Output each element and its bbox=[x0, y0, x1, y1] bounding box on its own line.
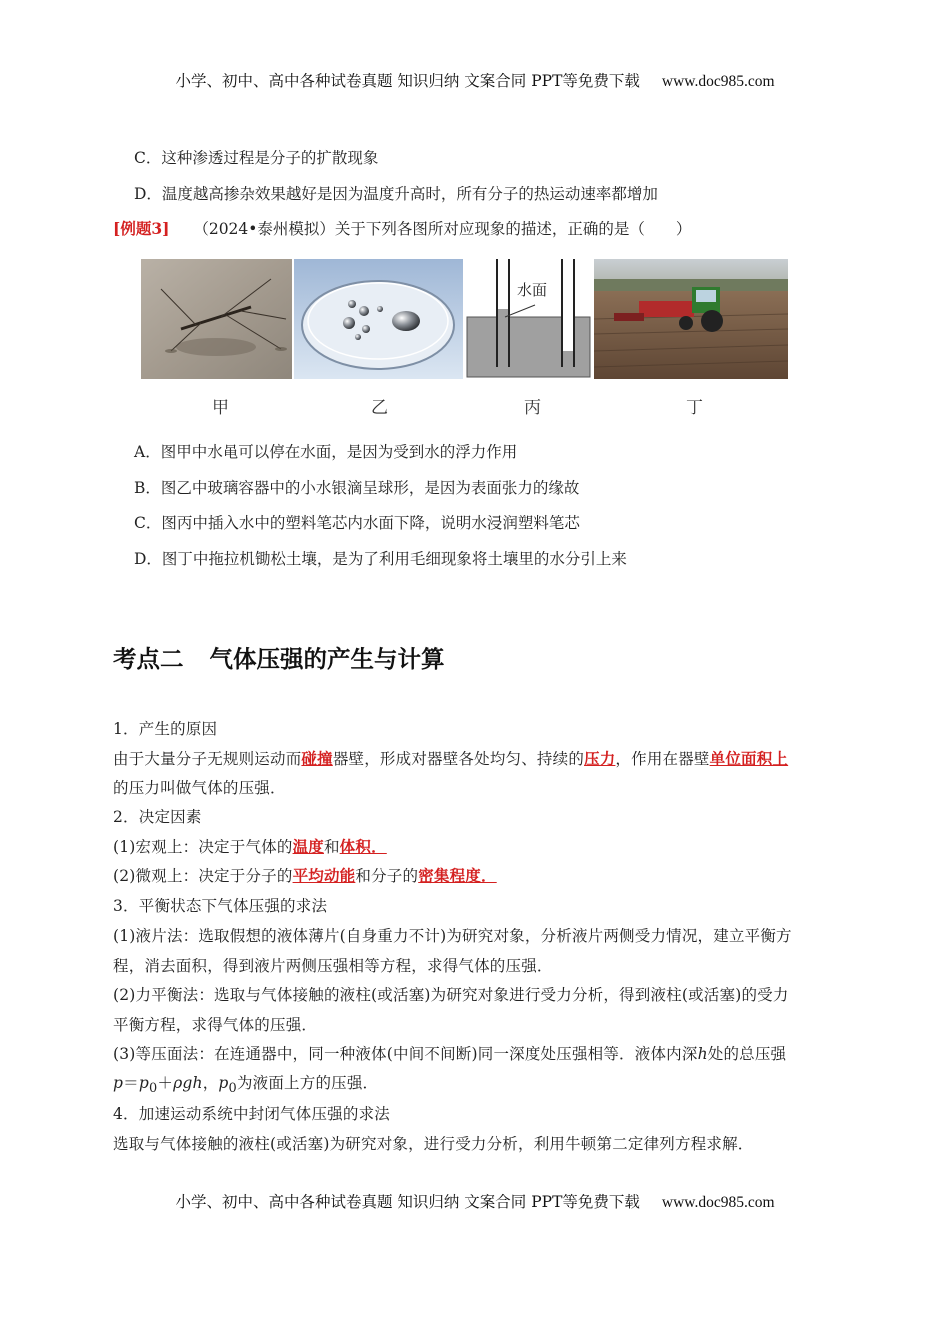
p2-item2-and: 和分子的 bbox=[355, 867, 419, 885]
p2-heading: 2．决定因素 bbox=[113, 808, 202, 826]
p3-item3-line1 bbox=[113, 1042, 786, 1064]
p3-item1-line1: (1)液片法：选取假想的液体薄片(自身重力不计)为研究对象，分析液片两侧受力情况，建立平衡方 bbox=[113, 927, 792, 945]
formula-plus: ＋ bbox=[157, 1074, 174, 1092]
formula-equals: ＝ bbox=[123, 1074, 139, 1092]
p1-highlight-pressure: 压力 bbox=[584, 749, 616, 768]
p3-item3-formula bbox=[113, 1071, 378, 1096]
formula-p0-subscript: 0 bbox=[148, 1081, 158, 1097]
header-site[interactable]: www.doc985.com bbox=[661, 73, 775, 90]
p1-line2: 的压力叫做气体的压强． bbox=[113, 779, 286, 797]
header-banner: 小学、初中、高中各种试卷真题 知识归纳 文案合同 PPT等免费下载 bbox=[175, 72, 640, 90]
p2-item1-text: (1)宏观上：决定于气体的 bbox=[113, 838, 293, 856]
p2-item2 bbox=[113, 864, 497, 886]
formula-p0-ref-subscript: 0 bbox=[228, 1081, 237, 1097]
figure-yi-mercury-dish bbox=[294, 259, 463, 379]
figure-jia-water-strider bbox=[141, 259, 292, 379]
p2-highlight-volume: 体积． bbox=[339, 837, 387, 856]
formula-separator: ， bbox=[202, 1074, 219, 1092]
water-strider-image bbox=[141, 259, 292, 379]
example3-stem: （2024•泰州模拟）关于下列各图所对应现象的描述，正确的是（ ） bbox=[193, 220, 692, 238]
caption-yi: 乙 bbox=[371, 398, 388, 418]
p3-item2-line2: 平衡方程，求得气体的压强． bbox=[113, 1016, 318, 1034]
p3-item1-line2: 程，消去面积，得到液片两侧压强相等方程，求得气体的压强． bbox=[113, 957, 553, 975]
example3-figures bbox=[141, 259, 788, 379]
p1-text-c: ，作用在器壁 bbox=[615, 750, 710, 768]
formula-p0: p bbox=[138, 1074, 149, 1092]
formula-rho-g-h: ρgh bbox=[173, 1074, 203, 1092]
example3-tag: [例题3] bbox=[113, 219, 170, 238]
p2-item1-and: 和 bbox=[323, 838, 340, 856]
p3-heading: 3．平衡状态下气体压强的求法 bbox=[113, 897, 328, 915]
p2-item2-text: (2)微观上：决定于分子的 bbox=[113, 867, 293, 885]
page-footer bbox=[0, 1190, 950, 1212]
prev-option-d: D．温度越高掺杂效果越好是因为温度升高时，所有分子的热运动速率都增加 bbox=[134, 185, 658, 203]
example3-option-b: B．图乙中玻璃容器中的小水银滴呈球形，是因为表面张力的缘故 bbox=[134, 479, 580, 497]
p2-item1 bbox=[113, 835, 387, 857]
section-title-label: 考点二 bbox=[113, 645, 184, 673]
p1-text-a: 由于大量分子无规则运动而 bbox=[113, 750, 302, 768]
p4-heading: 4．加速运动系统中封闭气体压强的求法 bbox=[113, 1105, 390, 1123]
p1-highlight-unit-area: 单位面积上 bbox=[709, 749, 789, 768]
caption-jia: 甲 bbox=[212, 398, 229, 418]
tractor-field-image bbox=[594, 259, 788, 379]
p2-highlight-temperature: 温度 bbox=[292, 837, 324, 856]
pen-refill-diagram bbox=[465, 259, 592, 379]
caption-bing: 丙 bbox=[524, 398, 541, 418]
formula-tail: 为液面上方的压强． bbox=[236, 1074, 379, 1092]
p3-item3-var-h: h bbox=[697, 1045, 708, 1063]
figure-bing-pen-refills bbox=[465, 259, 592, 379]
caption-ding: 丁 bbox=[686, 398, 703, 418]
p1-line1 bbox=[113, 747, 788, 769]
figure-ding-tractor bbox=[594, 259, 788, 379]
p3-item3-text-a: (3)等压面法：在连通器中，同一种液体(中间不间断)同一深度处压强相等．液体内深 bbox=[113, 1045, 698, 1063]
p2-highlight-kinetic-energy: 平均动能 bbox=[292, 866, 356, 885]
section-title bbox=[113, 640, 445, 674]
page-header bbox=[0, 69, 950, 91]
footer-banner: 小学、初中、高中各种试卷真题 知识归纳 文案合同 PPT等免费下载 bbox=[175, 1193, 640, 1211]
formula-p: p bbox=[113, 1074, 124, 1092]
p4-line1: 选取与气体接触的液柱(或活塞)为研究对象，进行受力分析，利用牛顿第二定律列方程求解． bbox=[113, 1135, 754, 1153]
prev-option-c: C．这种渗透过程是分子的扩散现象 bbox=[134, 149, 379, 167]
p3-item2-line1: (2)力平衡法：选取与气体接触的液柱(或活塞)为研究对象进行受力分析，得到液柱(或活塞)的受力 bbox=[113, 986, 789, 1004]
section-title-text: 气体压强的产生与计算 bbox=[209, 645, 445, 673]
footer-site[interactable]: www.doc985.com bbox=[661, 1194, 775, 1211]
example3-option-a: A．图甲中水黾可以停在水面，是因为受到水的浮力作用 bbox=[134, 443, 518, 461]
example3-stem-line bbox=[113, 217, 691, 239]
p1-highlight-collision: 碰撞 bbox=[301, 749, 333, 768]
mercury-dish-image bbox=[294, 259, 463, 379]
formula-p0-ref: p bbox=[218, 1074, 229, 1092]
p1-heading: 1．产生的原因 bbox=[113, 720, 218, 738]
p2-highlight-density: 密集程度． bbox=[418, 866, 497, 885]
p3-item3-text-b: 处的总压强 bbox=[707, 1045, 787, 1063]
water-surface-label: 水面 bbox=[517, 281, 548, 299]
example3-option-c: C．图丙中插入水中的塑料笔芯内水面下降，说明水浸润塑料笔芯 bbox=[134, 514, 580, 532]
example3-option-d: D．图丁中拖拉机锄松土壤，是为了利用毛细现象将土壤里的水分引上来 bbox=[134, 550, 627, 568]
p1-text-b: 器壁，形成对器壁各处均匀、持续的 bbox=[332, 750, 585, 768]
